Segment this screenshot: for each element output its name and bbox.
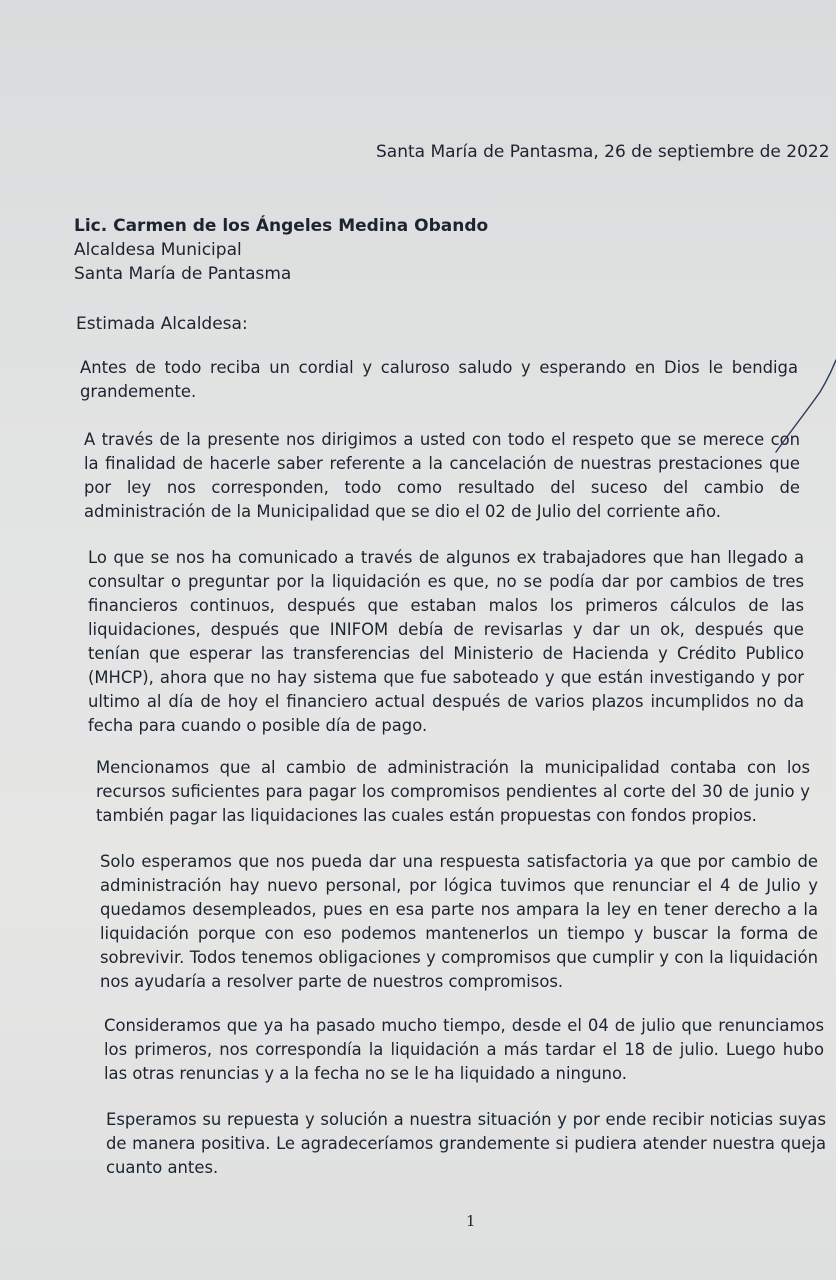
paragraph-timeline: Consideramos que ya ha pasado mucho tiempo, desde el 04 de julio que renunciamos los primeros, nos correspondía la liquidación a más tardar el 18 de julio. Luego hubo las otras renuncias y a la fecha no se le ha liquidado a ninguno.	[104, 1016, 824, 1083]
paragraph-resources: Mencionamos que al cambio de administración la municipalidad contaba con los recursos suficientes para pagar los compromisos pendientes al corte del 30 de junio y también pagar las liquidaciones las cuales están propuestas con fondos propios.	[96, 758, 810, 825]
page-number: 1	[466, 1212, 476, 1230]
paragraph-communication: Lo que se nos ha comunicado a través de algunos ex trabajadores que han llegado a consultar o preguntar por la liquidación es que, no se podía dar por cambios de tres financieros continuos, después que estaban malos los primeros cálculos de las liquidaciones, después que INIFOM debía de revisarlas y dar un ok, después que tenían que esperar las transferencias del Ministerio de Hacienda y Crédito Publico (MHCP), ahora que no hay sistema que fue saboteado y que están investigando y por ultimo al día de hoy el financiero actual después de varios plazos incumplidos no da fecha para cuando o posible día de pago.	[88, 548, 804, 735]
paragraph-greeting: Antes de todo reciba un cordial y caluroso saludo y esperando en Dios le bendiga grandemente.	[80, 358, 798, 401]
paragraph-purpose: A través de la presente nos dirigimos a usted con todo el respeto que se merece con la finalidad de hacerle saber referente a la cancelación de nuestras prestaciones que por ley nos corresponden, todo como resultado del suceso del cambio de administración de la Municipalidad que se dio el 02 de Julio del corriente año.	[84, 430, 800, 521]
recipient-location: Santa María de Pantasma	[74, 264, 292, 284]
salutation: Estimada Alcaldesa:	[76, 314, 248, 334]
recipient-title: Alcaldesa Municipal	[74, 240, 242, 260]
date-line: Santa María de Pantasma, 26 de septiembre de 2022	[376, 142, 830, 162]
paragraph-closing: Esperamos su repuesta y solución a nuestra situación y por ende recibir noticias suyas de manera positiva. Le agradeceríamos grandemente si pudiera atender nuestra queja cuanto antes.	[106, 1110, 826, 1177]
paragraph-request: Solo esperamos que nos pueda dar una respuesta satisfactoria ya que por cambio de administración hay nuevo personal, por lógica tuvimos que renunciar el 4 de Julio y quedamos desempleados, pues en esa parte nos ampara la ley en tener derecho a la liquidación porque con eso podemos mantenerlos un tiempo y buscar la forma de sobrevivir. Todos tenemos obligaciones y compromisos que cumplir y con la liquidación nos ayudaría a resolver parte de nuestros compromisos.	[100, 852, 818, 991]
recipient-name: Lic. Carmen de los Ángeles Medina Obando	[74, 216, 489, 236]
recipient-block	[74, 214, 488, 286]
